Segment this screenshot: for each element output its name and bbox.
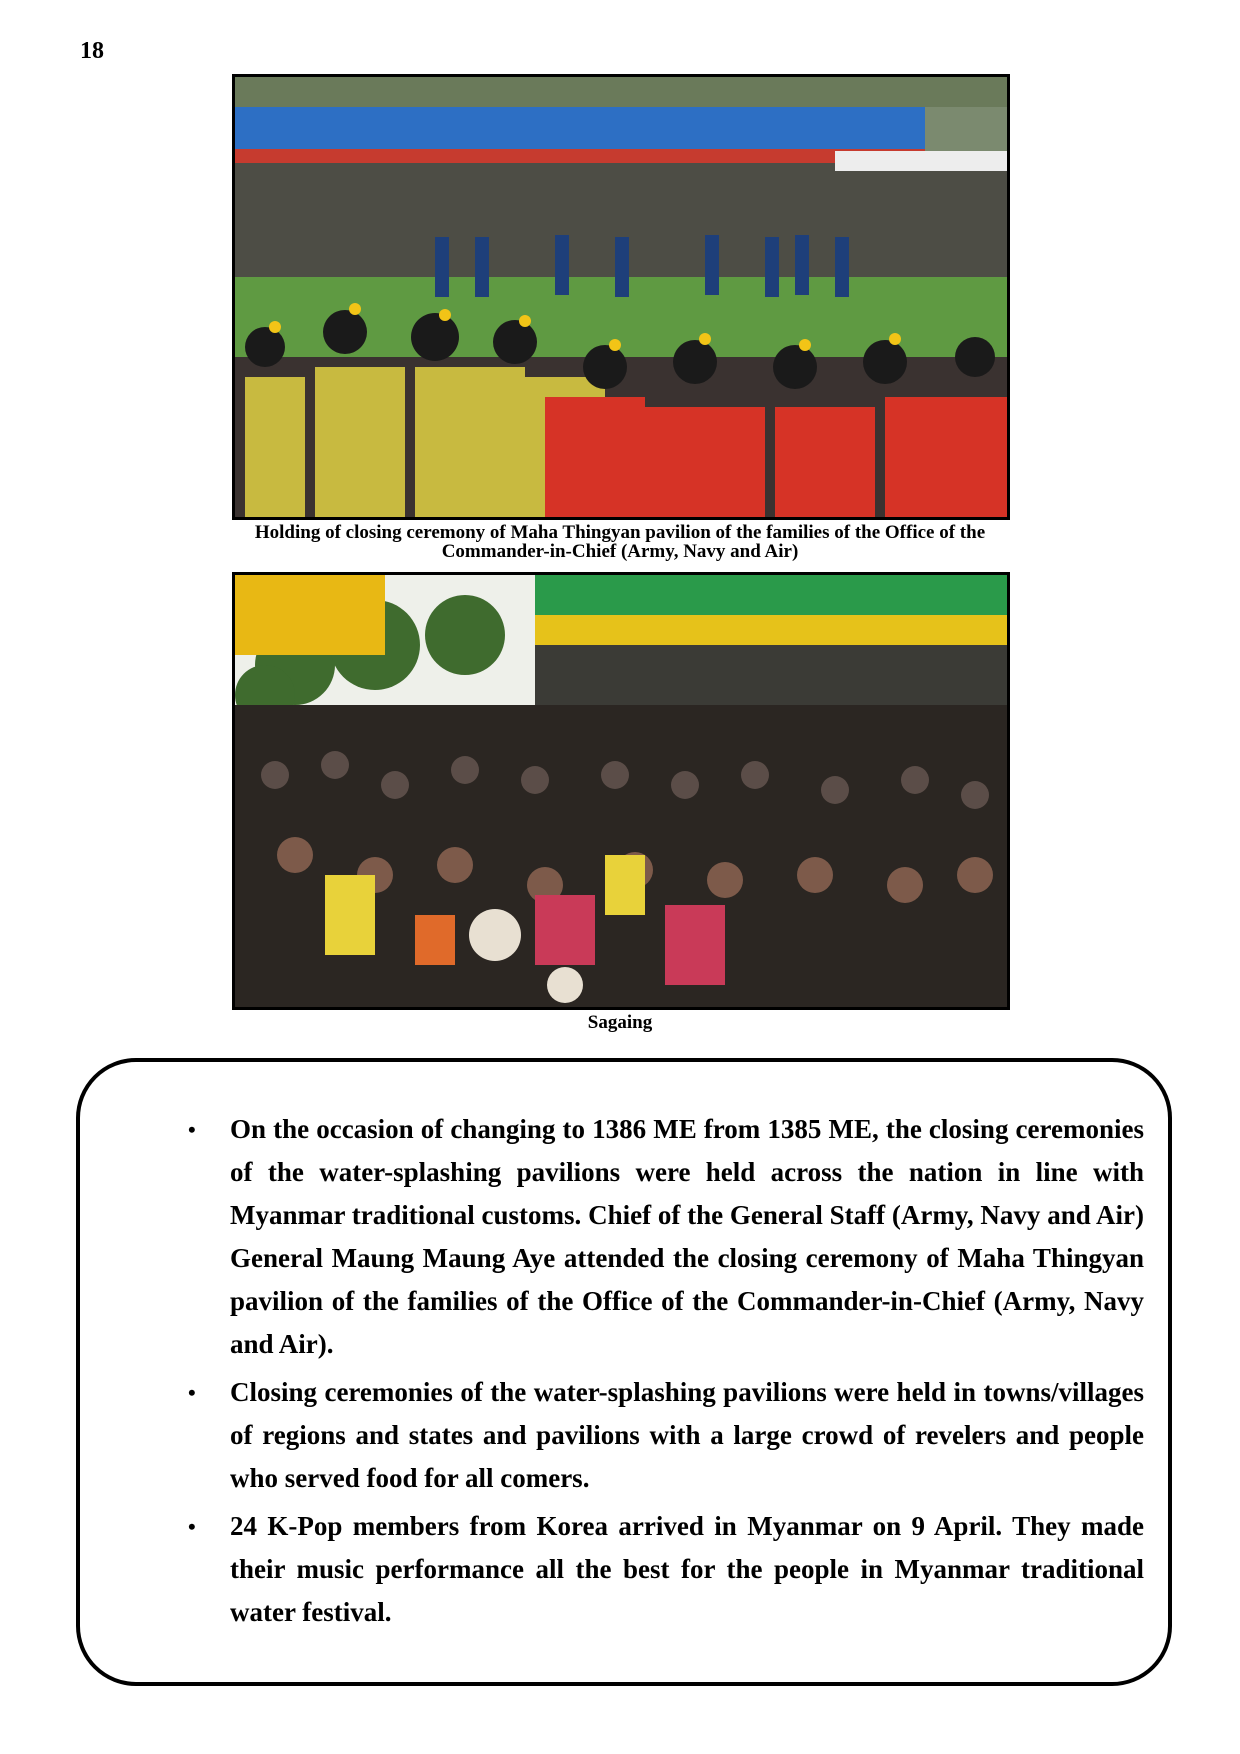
summary-item — [108, 1108, 1144, 1366]
caption-line: Sagaing — [587, 1012, 653, 1033]
summary-list — [108, 1108, 1144, 1639]
summary-item — [108, 1505, 1144, 1634]
ceremony-photo — [232, 74, 1010, 520]
page-number: 18 — [80, 38, 104, 64]
summary-item — [108, 1371, 1144, 1500]
sagaing-photo-caption — [200, 1013, 1040, 1032]
ceremony-photo-illustration — [235, 77, 1007, 517]
bullet-icon: • — [188, 1380, 196, 1405]
caption-line: Holding of closing ceremony of Maha Thingyan pavilion of the families of the Office of the — [254, 522, 986, 543]
summary-text: On the occasion of changing to 1386 ME from 1385 ME, the closing ceremonies of the water-splashing pavilions were held across the nation in line with Myanmar traditional customs. Chief of the General Staff (Army, Navy and Air) General Maung Maung Aye attended the closing ceremony of Maha Thingyan pavilion of the families of the Office of the Commander-in-Chief (Army, Navy and Air). — [230, 1114, 1144, 1359]
summary-box — [76, 1058, 1172, 1686]
ceremony-photo-caption — [200, 523, 1040, 561]
bullet-icon: • — [188, 1514, 196, 1539]
summary-text: 24 K-Pop members from Korea arrived in Myanmar on 9 April. They made their music performance all the best for the people in Myanmar traditional water festival. — [230, 1511, 1144, 1627]
sagaing-photo — [232, 572, 1010, 1010]
bullet-icon: • — [188, 1117, 196, 1142]
summary-text: Closing ceremonies of the water-splashing pavilions were held in towns/villages of regions and states and pavilions with a large crowd of revelers and people who served food for all comers. — [230, 1377, 1144, 1493]
sagaing-photo-illustration — [235, 575, 1007, 1007]
caption-line: Commander-in-Chief (Army, Navy and Air) — [441, 541, 799, 562]
